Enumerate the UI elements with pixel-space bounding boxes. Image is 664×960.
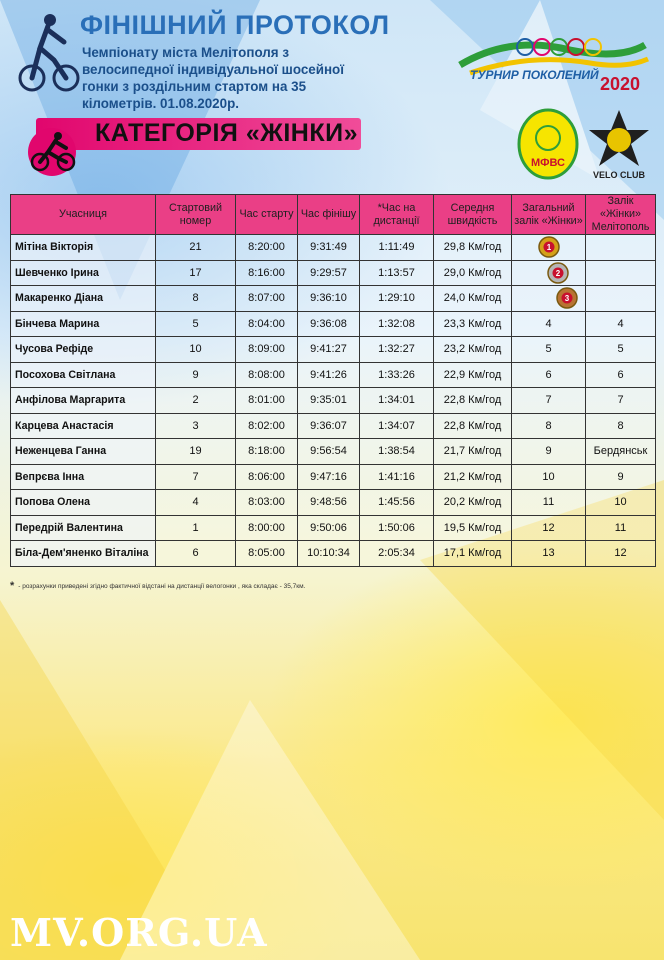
column-header: Середня швидкість (434, 195, 512, 235)
velo-club-logo-text: VELO CLUB (592, 170, 646, 180)
table-cell: 1:34:01 (360, 388, 434, 414)
table-cell (586, 286, 656, 312)
table-cell: 4 (586, 311, 656, 337)
page-title: ФІНІШНИЙ ПРОТОКОЛ (80, 10, 390, 40)
table-cell: 1:41:16 (360, 464, 434, 490)
table-cell: 5 (586, 337, 656, 363)
table-cell: 11 (586, 515, 656, 541)
table-cell (512, 286, 586, 312)
table-cell: 19,5 Км/год (434, 515, 512, 541)
footnote-text: - розрахунки приведені згідно фактичної відстані на дистанції велогонки , яка складає - 35,7км. (18, 583, 306, 590)
table-cell: 12 (586, 541, 656, 567)
table-row (11, 311, 656, 337)
table-cell: 9:48:56 (298, 490, 360, 516)
table-cell: 13 (512, 541, 586, 567)
table-cell: 22,9 Км/год (434, 362, 512, 388)
table-cell: 10 (156, 337, 236, 363)
participant-name: Бінчева Марина (11, 311, 156, 337)
table-cell: 9 (512, 439, 586, 465)
table-cell: 8 (586, 413, 656, 439)
table-row (11, 439, 656, 465)
table-cell: 1:32:27 (360, 337, 434, 363)
column-header: Час фінішу (298, 195, 360, 235)
table-cell: 8:08:00 (236, 362, 298, 388)
table-cell: 22,8 Км/год (434, 413, 512, 439)
tournament-year: 2020 (600, 74, 641, 94)
table-cell (586, 235, 656, 261)
participant-name: Неженцева Ганна (11, 439, 156, 465)
table-cell: 6 (586, 362, 656, 388)
table-cell: 9:35:01 (298, 388, 360, 414)
table-cell: 23,3 Км/год (434, 311, 512, 337)
participant-name: Вепрєва Інна (11, 464, 156, 490)
table-cell: 8:00:00 (236, 515, 298, 541)
table-cell: 9:36:10 (298, 286, 360, 312)
participant-name: Карцева Анастасія (11, 413, 156, 439)
table-cell: 7 (512, 388, 586, 414)
table-cell: 8:20:00 (236, 235, 298, 261)
table-cell: 10 (586, 490, 656, 516)
column-header: *Час на дистанції (360, 195, 434, 235)
footnote-mark: * (10, 580, 15, 592)
table-cell: 1:38:54 (360, 439, 434, 465)
table-header-row (11, 195, 656, 235)
watermark: MV.ORG.UA (10, 910, 268, 955)
velo-club-logo (585, 108, 653, 184)
medal-icon (536, 236, 562, 258)
table-cell: 1:32:08 (360, 311, 434, 337)
table-cell (586, 260, 656, 286)
cyclist-icon (18, 10, 80, 96)
table-row (11, 235, 656, 261)
table-cell: 23,2 Км/год (434, 337, 512, 363)
participant-name: Чусова Рефіде (11, 337, 156, 363)
table-cell: 29,8 Км/год (434, 235, 512, 261)
table-row (11, 388, 656, 414)
table-cell: 4 (156, 490, 236, 516)
table-cell: 1:34:07 (360, 413, 434, 439)
table-row (11, 337, 656, 363)
table-cell: 20,2 Км/год (434, 490, 512, 516)
table-cell (512, 260, 586, 286)
table-cell: 22,8 Км/год (434, 388, 512, 414)
table-cell: 12 (512, 515, 586, 541)
tournament-name: ТУРНИР ПОКОЛЕНИЙ (470, 68, 599, 82)
table-cell: 6 (156, 541, 236, 567)
table-cell: 9:31:49 (298, 235, 360, 261)
participant-name: Попова Олена (11, 490, 156, 516)
table-cell: 9:56:54 (298, 439, 360, 465)
table-cell: 10:10:34 (298, 541, 360, 567)
results-table (10, 194, 656, 567)
table-cell: 8:04:00 (236, 311, 298, 337)
table-cell: 6 (512, 362, 586, 388)
table-cell: 8:01:00 (236, 388, 298, 414)
table-cell: 24,0 Км/год (434, 286, 512, 312)
table-cell: 17 (156, 260, 236, 286)
table-cell: 9:36:08 (298, 311, 360, 337)
table-cell: 7 (156, 464, 236, 490)
category-cyclist-icon (22, 126, 92, 178)
medal-icon (554, 287, 580, 309)
medal-icon (545, 262, 571, 284)
table-cell: 8 (156, 286, 236, 312)
table-cell: 8:05:00 (236, 541, 298, 567)
medal-number: 1 (546, 243, 551, 253)
table-cell: 9:50:06 (298, 515, 360, 541)
table-cell: 1:13:57 (360, 260, 434, 286)
table-cell: 10 (512, 464, 586, 490)
table-row (11, 260, 656, 286)
mfvs-logo (517, 108, 579, 180)
table-cell: 21 (156, 235, 236, 261)
table-cell: 4 (512, 311, 586, 337)
column-header: Учасниця (11, 195, 156, 235)
medal-number: 2 (555, 268, 560, 278)
table-cell: 9 (586, 464, 656, 490)
participant-name: Анфілова Маргарита (11, 388, 156, 414)
table-row (11, 490, 656, 516)
footnote (10, 580, 305, 592)
column-header: Залік «Жінки» Мелітополь (586, 195, 656, 235)
participant-name: Посохова Світлана (11, 362, 156, 388)
table-cell: 9:29:57 (298, 260, 360, 286)
table-cell: 9 (156, 362, 236, 388)
table-cell: 8:09:00 (236, 337, 298, 363)
table-cell: 5 (156, 311, 236, 337)
table-row (11, 413, 656, 439)
category-title: КАТЕГОРІЯ «ЖІНКИ» (95, 119, 358, 147)
table-cell: 8:03:00 (236, 490, 298, 516)
table-cell: 5 (512, 337, 586, 363)
medal-number: 3 (564, 294, 569, 304)
participant-name: Шевченко Ірина (11, 260, 156, 286)
table-cell: 19 (156, 439, 236, 465)
table-cell: 8:16:00 (236, 260, 298, 286)
participant-name: Мітіна Вікторія (11, 235, 156, 261)
table-row (11, 515, 656, 541)
table-cell: 29,0 Км/год (434, 260, 512, 286)
table-cell: 8 (512, 413, 586, 439)
table-cell: 17,1 Км/год (434, 541, 512, 567)
table-cell: 8:07:00 (236, 286, 298, 312)
table-cell: 7 (586, 388, 656, 414)
table-cell: 3 (156, 413, 236, 439)
table-cell: 1:11:49 (360, 235, 434, 261)
participant-name: Макаренко Діана (11, 286, 156, 312)
participant-name: Передрій Валентина (11, 515, 156, 541)
table-row (11, 362, 656, 388)
table-cell: Бердянськ (586, 439, 656, 465)
table-cell: 1 (156, 515, 236, 541)
mfvs-logo-text: МФВС (530, 157, 566, 169)
table-cell: 2:05:34 (360, 541, 434, 567)
table-cell: 11 (512, 490, 586, 516)
table-cell: 9:41:26 (298, 362, 360, 388)
table-cell: 9:36:07 (298, 413, 360, 439)
column-header: Час старту (236, 195, 298, 235)
table-cell: 8:02:00 (236, 413, 298, 439)
table-row (11, 541, 656, 567)
table-cell: 1:33:26 (360, 362, 434, 388)
column-header: Стартовий номер (156, 195, 236, 235)
participant-name: Біла-Дем'яненко Віталіна (11, 541, 156, 567)
column-header: Загальний залік «Жінки» (512, 195, 586, 235)
table-cell (512, 235, 586, 261)
table-cell: 1:29:10 (360, 286, 434, 312)
table-cell: 1:45:56 (360, 490, 434, 516)
table-row (11, 464, 656, 490)
table-body (11, 235, 656, 567)
table-cell: 8:06:00 (236, 464, 298, 490)
table-cell: 9:41:27 (298, 337, 360, 363)
table-cell: 1:50:06 (360, 515, 434, 541)
table-row (11, 286, 656, 312)
page-subtitle: Чемпіонату міста Мелітополя з велосипедної індивідуальної шосейної гонки з роздільним стартом на 35 кілометрів. 01.08.2020р. (82, 45, 344, 111)
table-cell: 2 (156, 388, 236, 414)
table-cell: 21,7 Км/год (434, 439, 512, 465)
table-cell: 21,2 Км/год (434, 464, 512, 490)
table-cell: 8:18:00 (236, 439, 298, 465)
table-cell: 9:47:16 (298, 464, 360, 490)
